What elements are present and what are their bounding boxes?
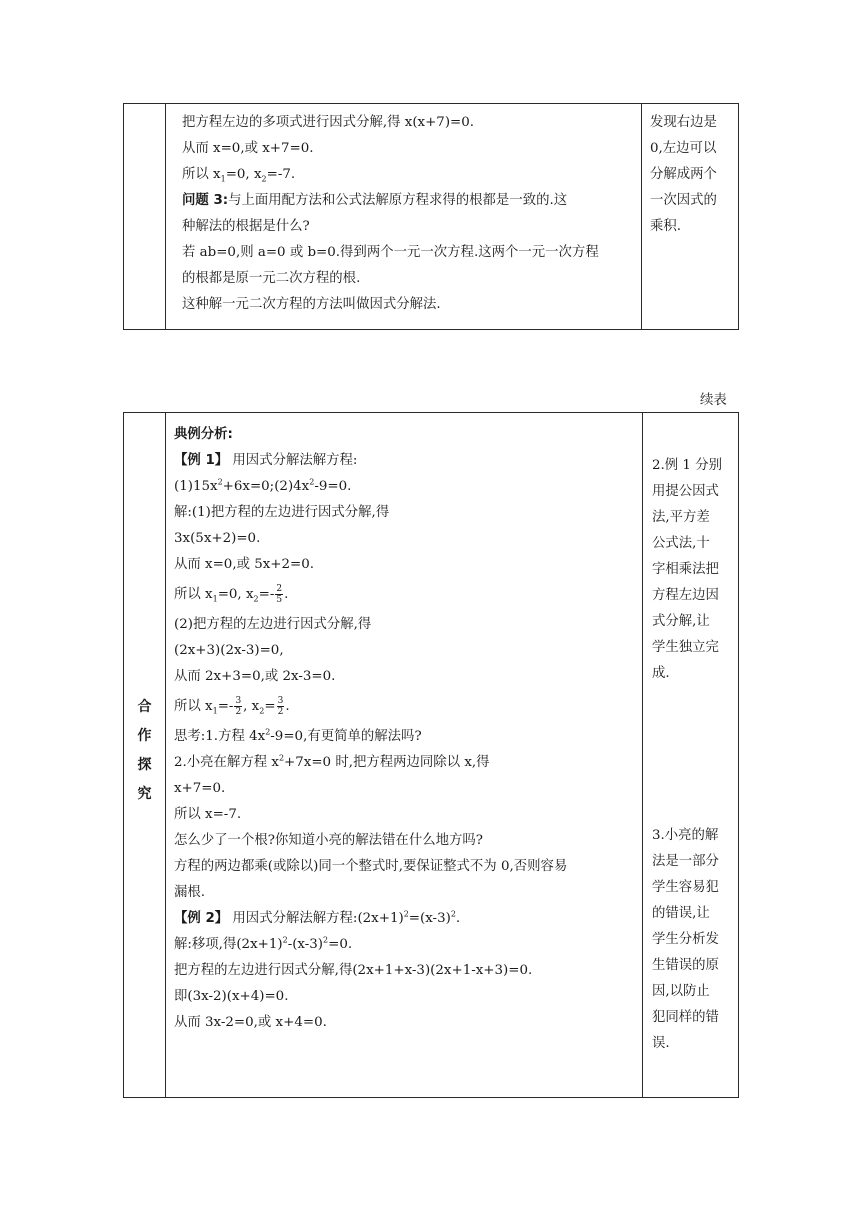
section-heading: 典例分析: — [174, 427, 233, 442]
text-line: (2)把方程的左边进行因式分解,得 — [174, 617, 372, 632]
column-divider — [165, 413, 166, 1097]
roots-line: 所以 $x_1=-$ $\frac{3}{2}$ , $x_2=$ $\frac{3}{2}$ . — [174, 696, 290, 717]
text-line: 从而 3x-2=0,或 x+4=0. — [174, 1015, 327, 1030]
note-line: 3.小亮的解 — [652, 828, 719, 843]
note-line: 成. — [652, 666, 670, 681]
side-header-char: 合 — [137, 699, 152, 715]
example-title: 【例 2】 用因式分解法解方程$:(2x+1)^2=(x-3)^2$. — [174, 909, 461, 926]
note-line: 0,左边可以 — [650, 141, 717, 156]
note-line: 字相乘法把 — [652, 562, 719, 577]
side-header-char: 探 — [137, 757, 152, 773]
note-line: 式分解,让 — [652, 614, 710, 629]
note-line: 2.例 1 分别 — [652, 458, 722, 473]
text-line: 若 ab=0,则 a=0 或 b=0.得到两个一元一次方程.这两个一元一次方程 — [182, 245, 599, 260]
note-line: 因,以防止 — [652, 984, 710, 999]
note-line: 乘积. — [650, 219, 682, 234]
note-line: 学生独立完 — [652, 640, 719, 655]
text-line: 解:(1)把方程的左边进行因式分解,得 — [174, 505, 390, 520]
text-line: 所以 $x_1=0$, $x_2=-7$. — [182, 167, 296, 184]
text-line: 从而 x=0,或 5x+2=0. — [174, 557, 315, 572]
text-line: 从而 2x+3=0,或 2x-3=0. — [174, 669, 336, 684]
column-divider — [165, 104, 166, 329]
note-cell — [652, 823, 738, 1057]
fraction: $\frac{2}{5}$ — [276, 584, 283, 605]
text-line: x+7=0. — [174, 781, 226, 796]
text-line: 的根都是原一元二次方程的根. — [182, 271, 361, 286]
question-line: 问题 3:与上面用配方法和公式法解原方程求得的根都是一致的.这 — [182, 193, 568, 208]
note-cell — [650, 110, 736, 240]
text-line: 思考:1.方程 $4x^2-9=0$,有更简单的解法吗? — [174, 727, 422, 744]
note-cell — [652, 453, 738, 687]
table-top — [123, 103, 739, 330]
text-line: 解:移项,得$(2x+1)^2-(x-3)^2=0$. — [174, 935, 353, 952]
note-line: 生错误的原 — [652, 958, 719, 973]
text-line: 所以 x=-7. — [174, 807, 242, 822]
column-divider — [642, 413, 643, 1097]
text-line: 这种解一元二次方程的方法叫做因式分解法. — [182, 297, 441, 312]
note-line: 犯同样的错 — [652, 1010, 719, 1025]
roots-line: 所以 $x_1=0$, $x_2=-$ $\frac{2}{5}$ . — [174, 584, 289, 605]
note-line: 用提公因式 — [652, 484, 719, 499]
note-line: 分解成两个 — [650, 167, 717, 182]
note-line: 学生容易犯 — [652, 880, 719, 895]
text-line: 方程的两边都乘(或除以)同一个整式时,要保证整式不为 0,否则容易 — [174, 859, 568, 874]
fraction: $\frac{3}{2}$ — [277, 696, 284, 717]
note-line: 发现右边是 — [650, 115, 717, 130]
note-line: 一次因式的 — [650, 193, 717, 208]
table-continued — [123, 412, 739, 1098]
example-title: 【例 1】 用因式分解法解方程: — [174, 453, 358, 468]
text-line: 把方程左边的多项式进行因式分解,得 x(x+7)=0. — [182, 115, 475, 130]
text-line: 从而 x=0,或 x+7=0. — [182, 141, 314, 156]
content-cell — [182, 110, 642, 318]
side-header-char: 究 — [137, 786, 152, 802]
note-line: 法是一部分 — [652, 854, 719, 869]
continued-label: 续表 — [700, 393, 727, 408]
note-line: 法,平方差 — [652, 510, 710, 525]
text-line: 2.小亮在解方程 $x^2+7x=0$ 时,把方程两边同除以 x,得 — [174, 753, 490, 770]
note-line: 学生分析发 — [652, 932, 719, 947]
text-line: 即(3x-2)(x+4)=0. — [174, 989, 289, 1004]
note-line: 的错误,让 — [652, 906, 710, 921]
equation-line: $(1)15x^2+6x=0;(2)4x^2-9=0$. — [174, 477, 352, 494]
text-line: 怎么少了一个根?你知道小亮的解法错在什么地方吗? — [174, 833, 483, 848]
side-header-char: 作 — [137, 728, 152, 744]
text-line: 3x(5x+2)=0. — [174, 531, 261, 546]
note-line: 方程左边因 — [652, 588, 719, 603]
text-line: 漏根. — [174, 885, 206, 900]
fraction: $\frac{3}{2}$ — [235, 696, 242, 717]
note-line: 公式法,十 — [652, 536, 710, 551]
text-line: 把方程的左边进行因式分解,得(2x+1+x-3)(2x+1-x+3)=0. — [174, 963, 533, 978]
question-label: 问题 3: — [182, 193, 229, 208]
text-line: 种解法的根据是什么? — [182, 219, 310, 234]
side-header — [124, 693, 165, 809]
note-line: 误. — [652, 1036, 670, 1051]
content-cell — [174, 422, 640, 1036]
text-line: (2x+3)(2x-3)=0, — [174, 643, 284, 658]
